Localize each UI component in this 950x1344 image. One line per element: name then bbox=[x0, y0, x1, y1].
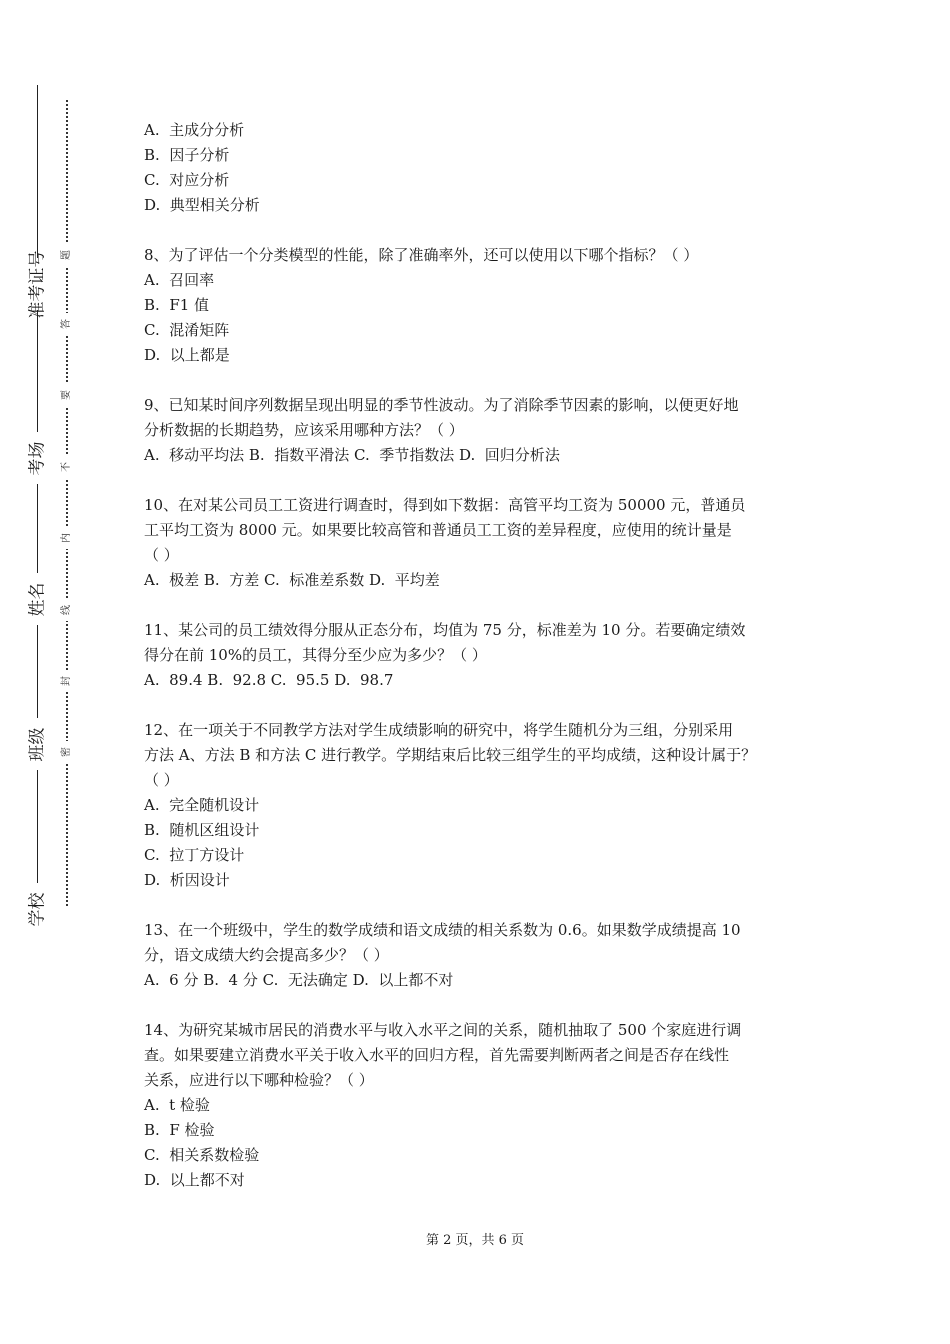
option: D. 以上都不对 bbox=[144, 1171, 245, 1189]
seal-char: 内 bbox=[57, 527, 77, 549]
option: A. 完全随机设计 bbox=[144, 796, 260, 814]
seal-char: 要 bbox=[57, 384, 77, 406]
name-label: 姓名 bbox=[20, 573, 56, 625]
question-8 bbox=[144, 243, 834, 368]
option: D. 析因设计 bbox=[144, 871, 230, 889]
question-stem: 14、为研究某城市居民的消费水平与收入水平之间的关系，随机抽取了 500 个家庭进行调 bbox=[144, 1021, 742, 1039]
seal-char: 线 bbox=[57, 599, 77, 621]
question-14 bbox=[144, 1018, 834, 1193]
exam-room-label: 考场 bbox=[20, 432, 56, 484]
question-stem: 11、某公司的员工绩效得分服从正态分布，均值为 75 分，标准差为 10 分。若要确定绩效 bbox=[144, 621, 746, 639]
question-10 bbox=[144, 493, 834, 593]
option: B. F1 值 bbox=[144, 296, 210, 314]
question-stem: （ ） bbox=[144, 771, 179, 789]
option: A. t 检验 bbox=[144, 1096, 210, 1114]
question-stem: 得分在前 10%的员工，其得分至少应为多少？（ ） bbox=[144, 646, 487, 664]
question-stem: 工平均工资为 8000 元。如果要比较高管和普通员工工资的差异程度，应使用的统计量是 bbox=[144, 521, 732, 539]
question-7-options bbox=[144, 118, 834, 218]
question-stem: 查。如果要建立消费水平关于收入水平的回归方程，首先需要判断两者之间是否存在线性 bbox=[144, 1046, 730, 1064]
binding-margin bbox=[0, 0, 110, 1344]
option: A. 极差 B. 方差 C. 标准差系数 D. 平均差 bbox=[144, 571, 440, 589]
option: B. 因子分析 bbox=[144, 146, 230, 164]
question-stem: 方法 A、方法 B 和方法 C 进行教学。学期结束后比较三组学生的平均成绩，这种设计属于？ bbox=[144, 746, 757, 764]
question-stem: 10、在对某公司员工工资进行调查时，得到如下数据：高管平均工资为 50000 元，普通员 bbox=[144, 496, 746, 514]
seal-char: 题 bbox=[57, 244, 77, 266]
seal-char: 不 bbox=[57, 456, 77, 478]
seal-char: 封 bbox=[57, 670, 77, 692]
seal-char: 密 bbox=[57, 741, 77, 763]
question-stem: 关系，应进行以下哪种检验？（ ） bbox=[144, 1071, 374, 1089]
option: C. 拉丁方设计 bbox=[144, 846, 245, 864]
option: C. 相关系数检验 bbox=[144, 1146, 260, 1164]
page-number-footer: 第 2 页，共 6 页 bbox=[425, 1233, 525, 1248]
option: C. 混淆矩阵 bbox=[144, 321, 230, 339]
exam-number-label: 准考证号 bbox=[20, 258, 56, 310]
binding-dotted-line bbox=[66, 100, 68, 906]
option: A. 召回率 bbox=[144, 271, 215, 289]
question-9 bbox=[144, 393, 834, 468]
option: C. 对应分析 bbox=[144, 171, 230, 189]
question-11 bbox=[144, 618, 834, 693]
option: D. 典型相关分析 bbox=[144, 196, 260, 214]
seal-char: 答 bbox=[57, 313, 77, 335]
class-label: 班级 bbox=[20, 718, 56, 770]
question-stem: 9、已知某时间序列数据呈现出明显的季节性波动。为了消除季节因素的影响，以便更好地 bbox=[144, 396, 739, 414]
option: A. 主成分分析 bbox=[144, 121, 245, 139]
binding-solid-line bbox=[37, 85, 38, 923]
question-stem: 分，语文成绩大约会提高多少？（ ） bbox=[144, 946, 389, 964]
question-stem: 13、在一个班级中，学生的数学成绩和语文成绩的相关系数为 0.6。如果数学成绩提高 10 bbox=[144, 921, 741, 939]
question-stem: （ ） bbox=[144, 546, 179, 564]
option: D. 以上都是 bbox=[144, 346, 230, 364]
option: A. 89.4 B. 92.8 C. 95.5 D. 98.7 bbox=[144, 671, 394, 689]
option: A. 6 分 B. 4 分 C. 无法确定 D. 以上都不对 bbox=[144, 971, 454, 989]
exam-content bbox=[144, 118, 834, 1218]
question-stem: 12、在一项关于不同教学方法对学生成绩影响的研究中，将学生随机分为三组，分别采用 bbox=[144, 721, 734, 739]
option: B. F 检验 bbox=[144, 1121, 215, 1139]
question-stem: 8、为了评估一个分类模型的性能，除了准确率外，还可以使用以下哪个指标？（ ） bbox=[144, 246, 699, 264]
school-label: 学校 bbox=[20, 883, 56, 935]
question-13 bbox=[144, 918, 834, 993]
question-12 bbox=[144, 718, 834, 893]
question-stem: 分析数据的长期趋势，应该采用哪种方法？（ ） bbox=[144, 421, 464, 439]
option: A. 移动平均法 B. 指数平滑法 C. 季节指数法 D. 回归分析法 bbox=[144, 446, 560, 464]
option: B. 随机区组设计 bbox=[144, 821, 260, 839]
